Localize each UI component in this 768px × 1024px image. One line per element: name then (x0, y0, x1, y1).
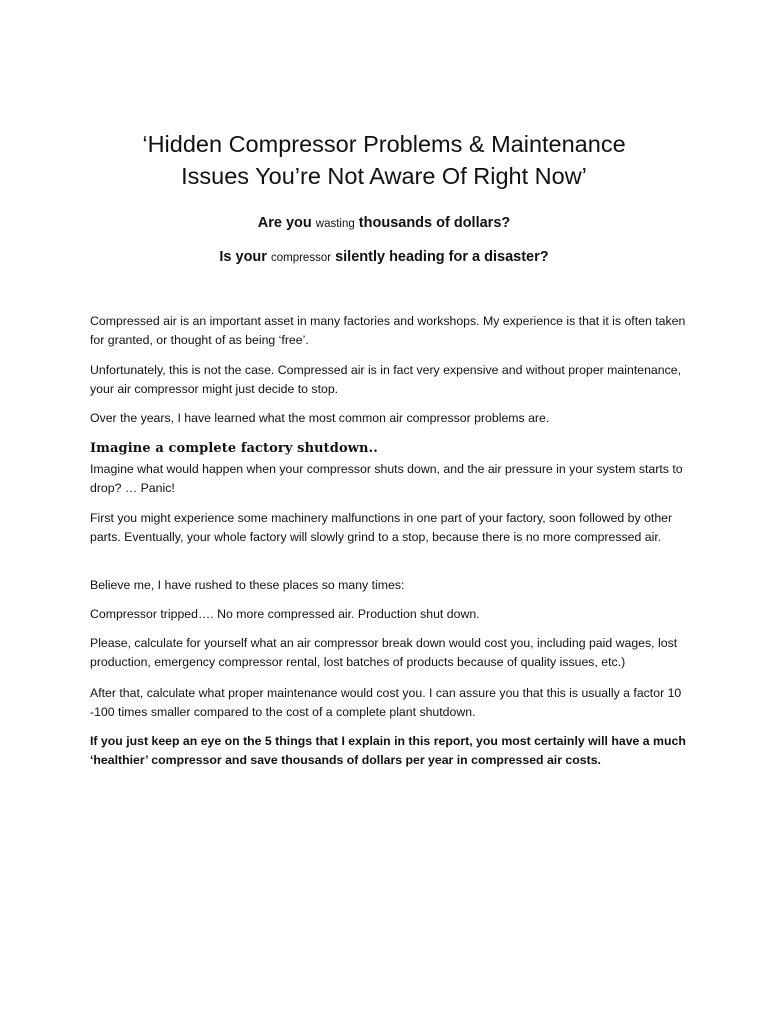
paragraph-unfortunately: Unfortunately, this is not the case. Compressed air is in fact very expensive and without proper maintenance, your air compressor might just decide to stop. (90, 363, 682, 396)
document-title (60, 128, 708, 192)
title-line-2: Issues You’re Not Aware Of Right Now’ (181, 163, 587, 189)
paragraph-imagine: Imagine what would happen when your compressor shuts down, and the air pressure in your system starts to drop? … Panic! (90, 462, 683, 495)
subheading-2-part-2: compressor (270, 252, 332, 264)
paragraph-keep-an-eye: If you just keep an eye on the 5 things that I explain in this report, you most certainly will have a much ‘healthier’ compressor and save thousands of dollars per year in compressed air costs. (90, 734, 686, 767)
paragraph-calculate: Please, calculate for yourself what an air compressor break down would cost you, including paid wages, lost production, emergency compressor rental, lost batches of products because of quality issues, etc.) (90, 636, 678, 669)
subheading-1-part-1: Are you (257, 215, 316, 231)
paragraph-believe-me: Believe me, I have rushed to these places so many times: (90, 578, 405, 592)
subheading-2-part-3: silently heading for a disaster? (331, 249, 549, 265)
paragraph-first-you-might: First you might experience some machinery malfunctions in one part of your factory, soon followed by other parts. Eventually, your whole factory will slowly grind to a stop, because there is no more compressed air. (90, 511, 673, 544)
subheading-1-part-2: wasting (315, 218, 355, 230)
paragraph-intro: Compressed air is an important asset in many factories and workshops. My experience is that it is often taken for granted, or thought of as being ‘free’. (90, 314, 686, 347)
subheading-2-part-1: Is your (219, 249, 271, 265)
paragraph-compressor-tripped: Compressor tripped…. No more compressed air. Production shut down. (90, 607, 480, 621)
subheading-wasting (60, 213, 708, 234)
title-line-1: ‘Hidden Compressor Problems & Maintenance (142, 131, 626, 157)
paragraph-after-that: After that, calculate what proper maintenance would cost you. I can assure you that this is usually a factor 10 -100 times smaller compared to the cost of a complete plant shutdown. (90, 686, 682, 719)
section-heading: Imagine a complete factory shutdown.. (90, 441, 378, 456)
paragraph-over-the-years: Over the years, I have learned what the most common air compressor problems are. (90, 411, 550, 425)
subheading-1-part-3: thousands of dollars? (354, 215, 511, 231)
subheading-disaster (60, 247, 708, 268)
